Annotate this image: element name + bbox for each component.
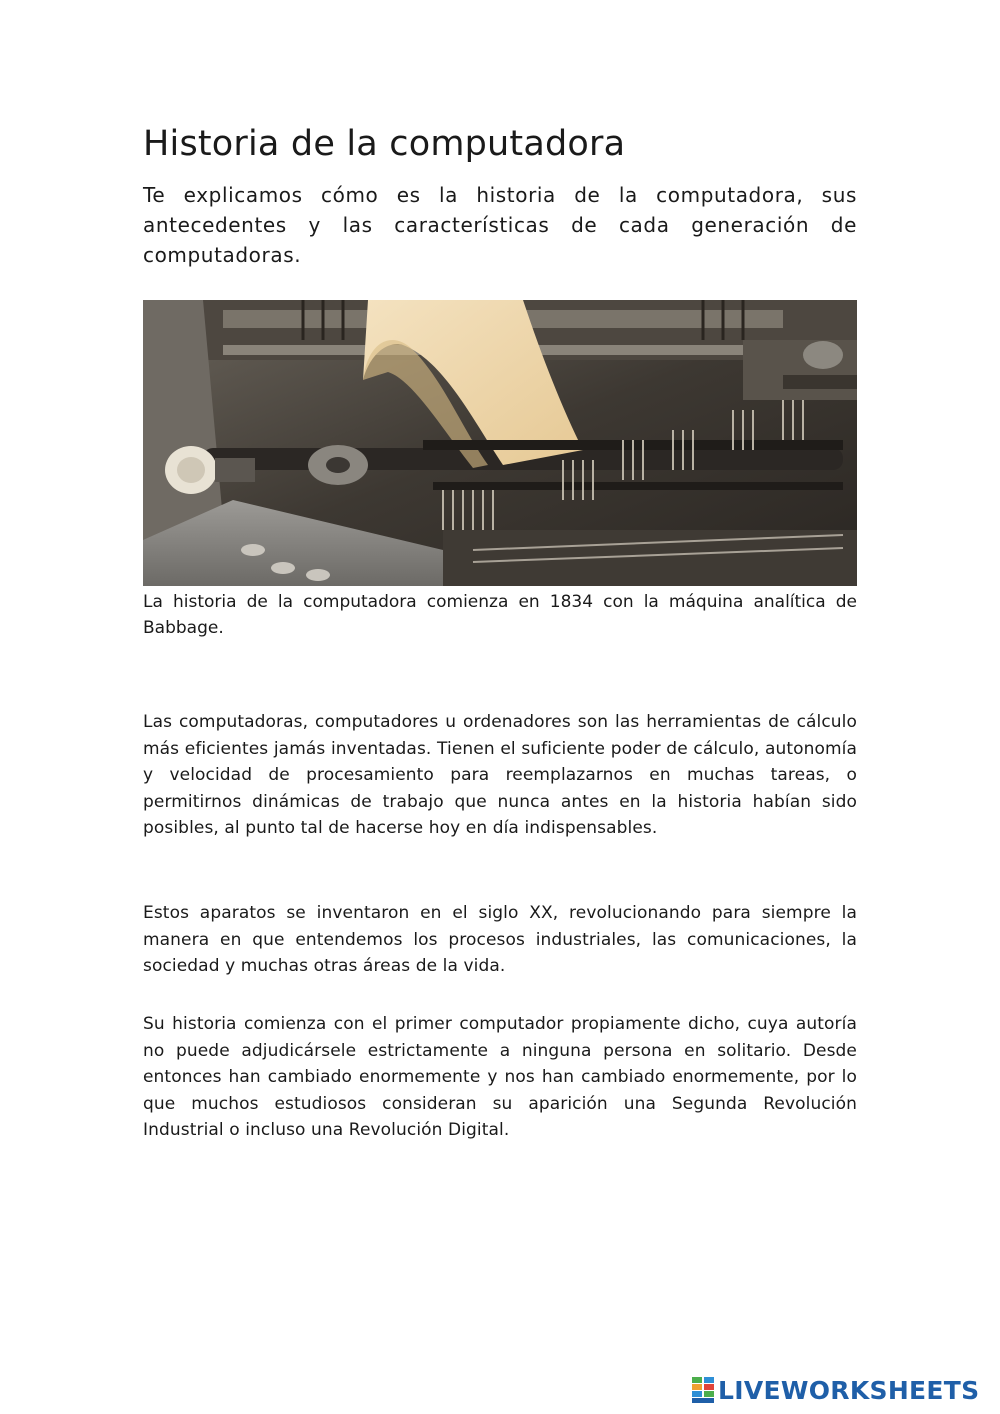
image-caption: La historia de la computadora comienza en 1834 con la máquina analítica de Babbage.: [143, 592, 857, 638]
body-paragraph-1: Las computadoras, computadores u ordenadores son las herramientas de cálculo más eficientes jamás inventadas. Tienen el suficiente poder de cálculo, autonomía y velocidad de procesamiento para reemplazarnos en muchas tareas, o permitirnos dinámicas de trabajo que nunca antes en la historia habían sido posibles, al punto tal de hacerse hoy en día indispensables.: [143, 712, 857, 839]
intro-paragraph: Te explicamos cómo es la historia de la computadora, sus antecedentes y las características de cada generación de computadoras.: [143, 183, 857, 267]
body-paragraph-2: Estos aparatos se inventaron en el siglo XX, revolucionando para siempre la manera en que entendemos los procesos industriales, las comunicaciones, la sociedad y muchas otras áreas de la vida.: [143, 903, 857, 977]
liveworksheets-logo-text: LIVEWORKSHEETS: [718, 1375, 980, 1405]
typewriter-machine-image: [143, 300, 857, 586]
liveworksheets-logo-icon: [692, 1377, 714, 1403]
page-title: Historia de la computadora: [143, 124, 626, 164]
liveworksheets-logo[interactable]: [692, 1372, 979, 1408]
body-paragraph-3: Su historia comienza con el primer computador propiamente dicho, cuya autoría no puede adjudicársele estrictamente a ninguna persona en solitario. Desde entonces han cambiado enormemente y nos han cambiado enormemente, por lo que muchos estudiosos consideran su aparición una Segunda Revolución Industrial o incluso una Revolución Digital.: [143, 1014, 857, 1141]
